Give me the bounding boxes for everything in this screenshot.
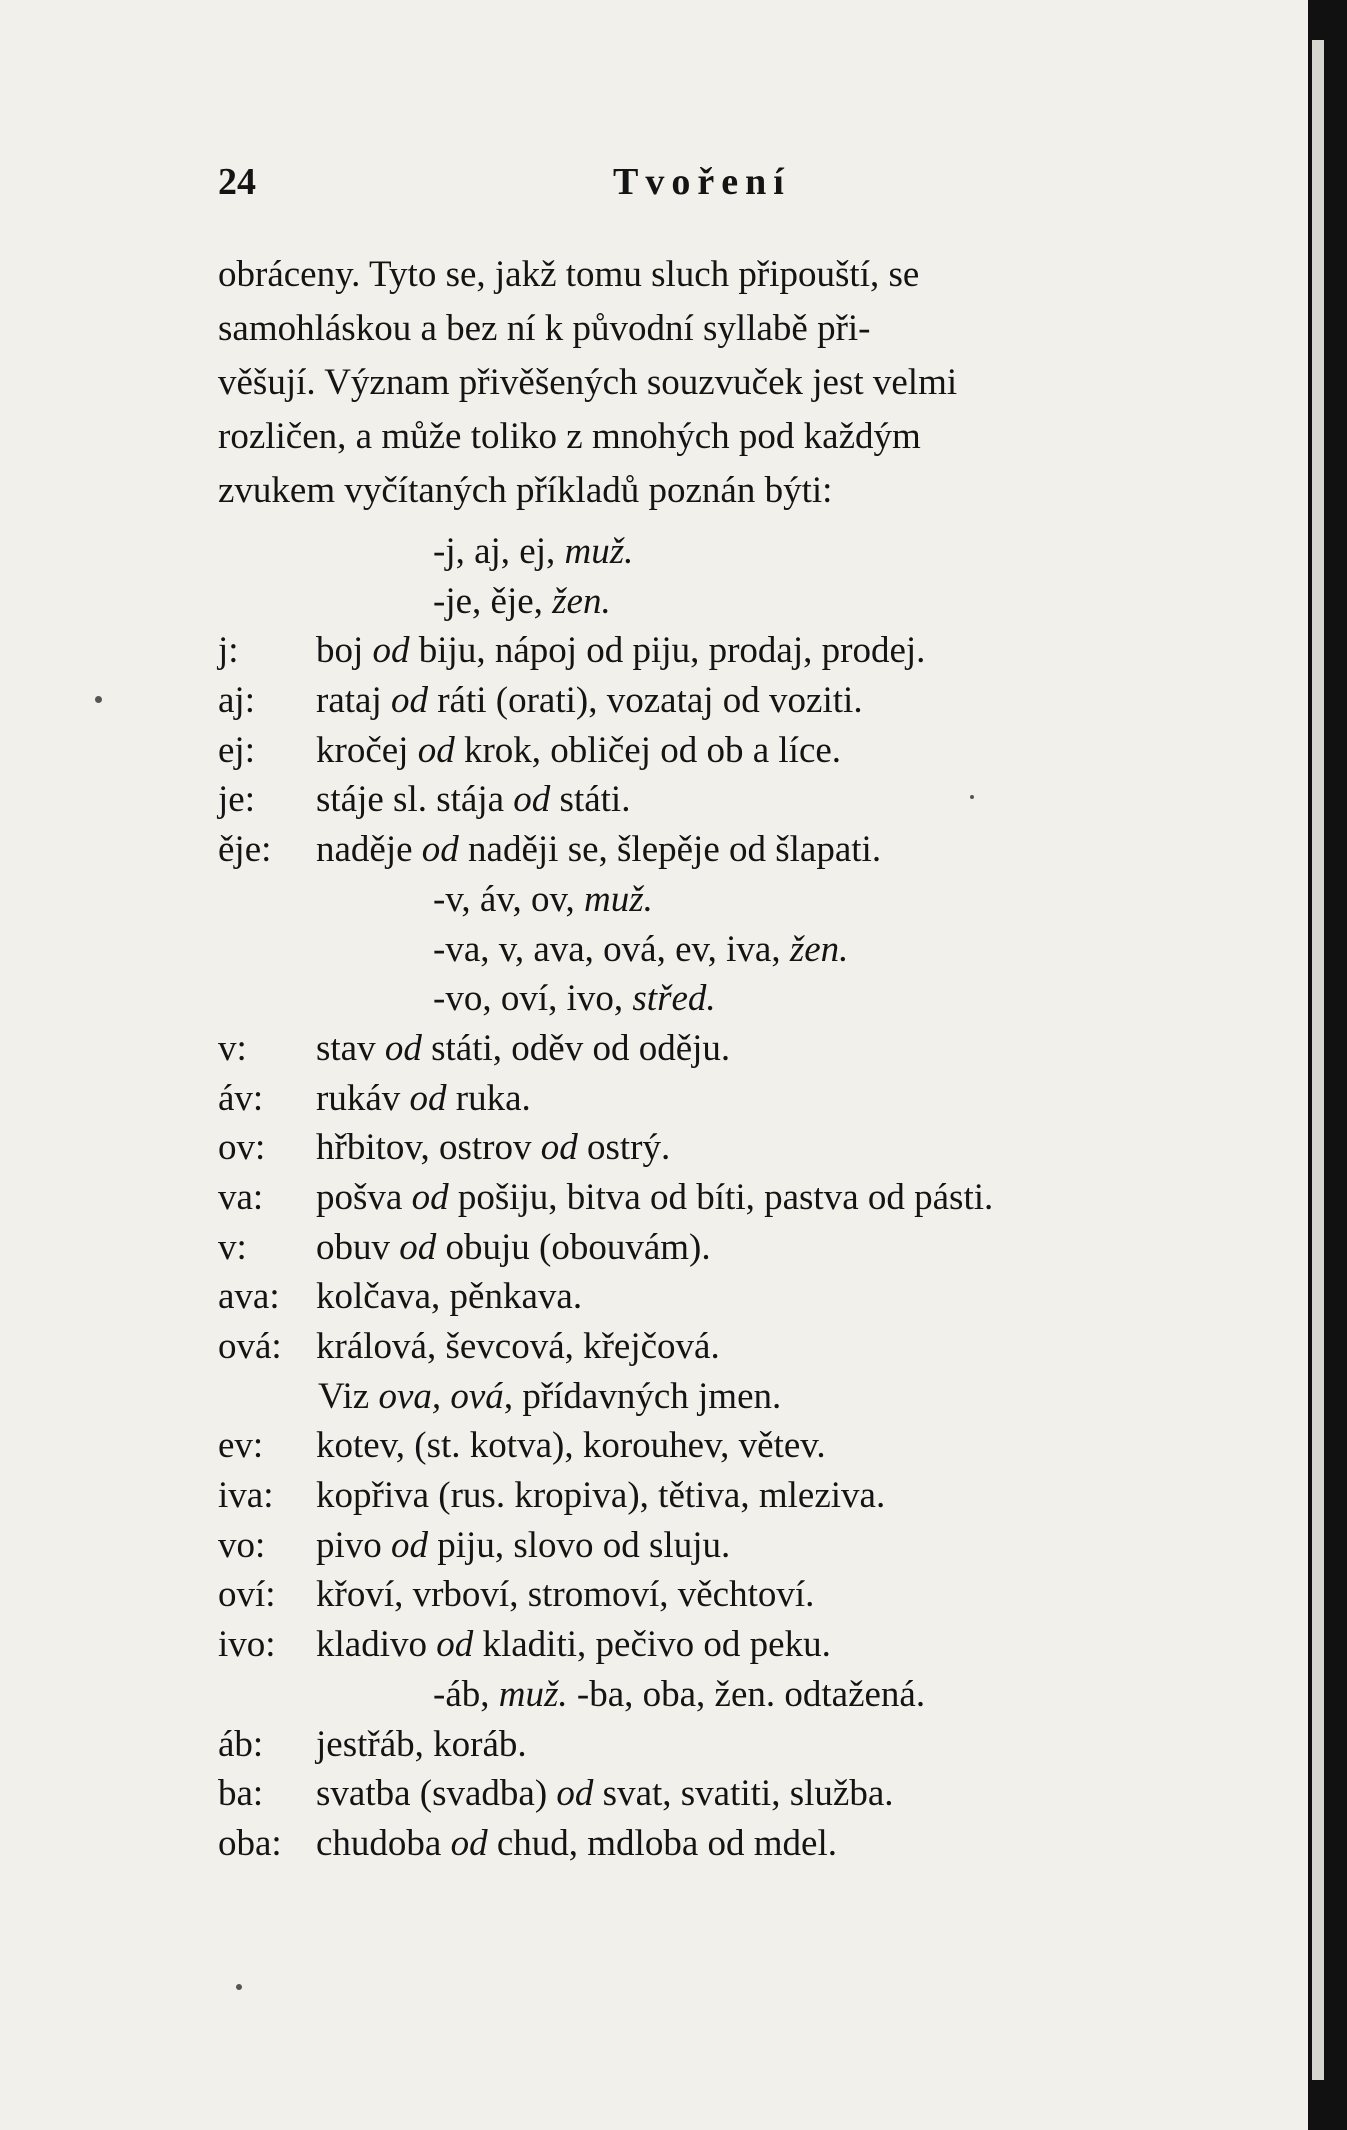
entry-text: chudoba [316,1822,451,1864]
entry-body [433,530,633,573]
entry-row [218,1077,1218,1127]
entry-body [316,1325,720,1368]
entry-rest: ruka. [446,1077,531,1119]
entry-body [433,580,611,623]
entry-rest: , přídavných jmen. [503,1375,782,1417]
entry-rest: státi, oděv od oděju. [421,1027,731,1069]
entry-row [218,1772,1218,1822]
entry-label: v: [218,1027,247,1069]
entry-body [316,1474,885,1517]
entry-body [316,1772,894,1815]
entry-label: ová: [218,1326,282,1367]
entry-label: va: [218,1176,264,1218]
entry-rest: naději se, šlepěje od šlapati. [458,829,882,871]
entry-italic: od [436,1624,474,1666]
page-header [218,160,1198,210]
entry-body [433,928,848,971]
entry-italic: od [540,1127,578,1169]
entry-body [316,1623,831,1666]
entry-italic: od [556,1773,594,1815]
entry-row [218,1474,1218,1524]
entry-text: králová, ševcová, křejčová. [316,1326,720,1367]
entry-body [316,679,863,722]
entry-text: křoví, vrboví, stromoví, věchtoví. [316,1574,815,1616]
entry-body [316,1077,531,1120]
entry-italic: od [417,729,455,771]
entry-label: vo: [218,1524,266,1566]
entry-body [433,977,716,1020]
entry-text: kročej [316,729,418,771]
entry-body [316,1424,826,1467]
entry-label: ev: [218,1425,264,1467]
entry-text: pivo [316,1524,392,1566]
entry-text: -va, v, ava, ová, ev, iva, [433,928,790,970]
entry-italic: od [450,1822,488,1864]
entry-body [316,1573,814,1616]
entry-rest: ráti (orati), vozataj od voziti. [427,680,863,722]
entry-body [316,629,925,672]
entry-text: -je, ěje, [433,580,553,622]
entry-rest: chud, mdloba od mdel. [487,1822,837,1864]
entry-row [218,1822,1218,1872]
entry-rest: svat, svatiti, služba. [593,1773,894,1815]
entry-row [218,1126,1218,1176]
entry-text: stáje sl. stája [316,779,514,821]
entry-rest: piju, slovo od sluju. [428,1524,731,1566]
entry-text: -áb, [433,1673,499,1715]
entry-row [218,1375,1218,1425]
entry-rest: pošiju, bitva od bíti, pastva od pásti. [448,1176,994,1218]
entry-italic: od [409,1077,447,1119]
entry-row [218,977,1218,1027]
entry-italic: žen. [552,580,611,622]
entry-body [318,1375,781,1418]
entry-text: svatba (svadba) [316,1773,557,1815]
entry-row [218,1673,1218,1723]
entry-row [218,828,1218,878]
entry-label: aj: [218,680,255,722]
entry-body [316,1822,837,1865]
entry-row [218,679,1218,729]
entry-italic: muž. [584,878,653,920]
entry-row [218,580,1218,630]
intro-paragraph [218,248,1188,518]
entry-text: jestřáb, koráb. [316,1723,527,1765]
entry-label: ava: [218,1276,280,1318]
entry-text: Viz [318,1375,379,1417]
suffix-entries-list [218,530,1218,1872]
entry-row [218,1424,1218,1474]
entry-row [218,729,1218,779]
entry-body [316,1524,730,1567]
intro-line: obráceny. Tyto se, jakž tomu sluch připouští, se [218,254,920,295]
page-number: 24 [218,161,256,203]
entry-rest: krok, obličej od ob a líce. [454,729,842,771]
entry-label: j: [218,630,239,672]
entry-label: ej: [218,729,255,771]
entry-italic: ova, ová [378,1375,504,1417]
entry-text: kolčava, pěnkava. [316,1276,583,1318]
entry-rest: -ba, oba, žen. odtažená. [567,1673,926,1715]
entry-italic: žen. [789,928,849,970]
entry-text: -j, aj, ej, [433,531,565,572]
entry-row [218,1027,1218,1077]
entry-row [218,1573,1218,1623]
entry-italic: od [513,779,551,821]
entry-row [218,878,1218,928]
entry-body [433,878,653,921]
running-title: Tvoření [613,161,791,203]
entry-body [316,729,841,772]
entry-rest: biju, nápoj od piju, prodaj, prodej. [409,630,926,672]
entry-label: ivo: [218,1624,276,1666]
entry-italic: střed. [632,978,716,1020]
print-speck [970,795,974,799]
entry-text: -v, áv, ov, [433,878,585,920]
entry-body [316,1176,993,1219]
entry-italic: od [390,680,428,722]
entry-text: pošva [316,1176,412,1218]
entry-text: rukáv [316,1077,410,1119]
entry-italic: muž. [498,1673,568,1715]
print-speck [236,1984,242,1990]
entry-body [316,1226,711,1269]
entry-label: ov: [218,1127,266,1169]
entry-italic: muž. [564,531,634,572]
entry-row [218,1176,1218,1226]
entry-label: áv: [218,1077,264,1119]
entry-body [316,1723,527,1766]
entry-body [433,1673,925,1716]
entry-text: boj [316,630,373,672]
entry-label: oví: [218,1574,276,1616]
entry-label: oba: [218,1822,282,1864]
entry-text: rataj [316,680,391,722]
entry-italic: od [411,1176,449,1218]
entry-row [218,778,1218,828]
entry-text: kotev, (st. kotva), korouhev, větev. [316,1425,826,1467]
entry-body [316,1126,670,1169]
entry-label: v: [218,1226,247,1268]
intro-line: zvukem vyčítaných příkladů poznán býti: [218,470,833,511]
entry-label: ba: [218,1773,264,1815]
entry-label: ěje: [218,829,272,871]
entry-row [218,1723,1218,1773]
entry-row [218,1226,1218,1276]
entry-text: hřbitov, ostrov [316,1127,541,1169]
entry-text: -vo, oví, ivo, [433,978,633,1020]
entry-italic: od [421,829,459,871]
entry-rest: obuju (obouvám). [436,1226,711,1268]
entry-row [218,629,1218,679]
entry-body [316,828,881,871]
entry-row [218,530,1218,580]
entry-label: je: [218,779,255,821]
entry-body [316,778,630,821]
entry-body [316,1275,582,1318]
entry-row [218,928,1218,978]
intro-line: věšují. Význam přivěšených souzvuček jest velmi [218,362,958,403]
entry-row [218,1325,1218,1375]
entry-italic: od [399,1226,437,1268]
entry-text: stav [316,1027,385,1069]
entry-italic: od [391,1524,429,1566]
print-speck [95,696,102,703]
intro-line: samohláskou a bez ní k původní syllabě při- [218,308,871,349]
entry-row [218,1524,1218,1574]
entry-italic: od [384,1027,422,1069]
entry-text: naděje [316,829,422,871]
entry-label: iva: [218,1475,274,1517]
adjacent-page-edge [1312,40,1324,2080]
entry-text: kopřiva (rus. kropiva), tětiva, mleziva. [316,1475,886,1517]
entry-row [218,1623,1218,1673]
entry-body [316,1027,730,1070]
entry-label: áb: [218,1723,264,1765]
entry-row [218,1275,1218,1325]
intro-line: rozličen, a může toliko z mnohých pod každým [218,416,921,457]
entry-rest: ostrý. [577,1127,671,1169]
entry-text: obuv [316,1226,400,1268]
entry-italic: od [372,630,410,672]
entry-rest: kladiti, pečivo od peku. [473,1624,831,1666]
entry-rest: státi. [550,779,631,821]
entry-text: kladivo [316,1624,437,1666]
